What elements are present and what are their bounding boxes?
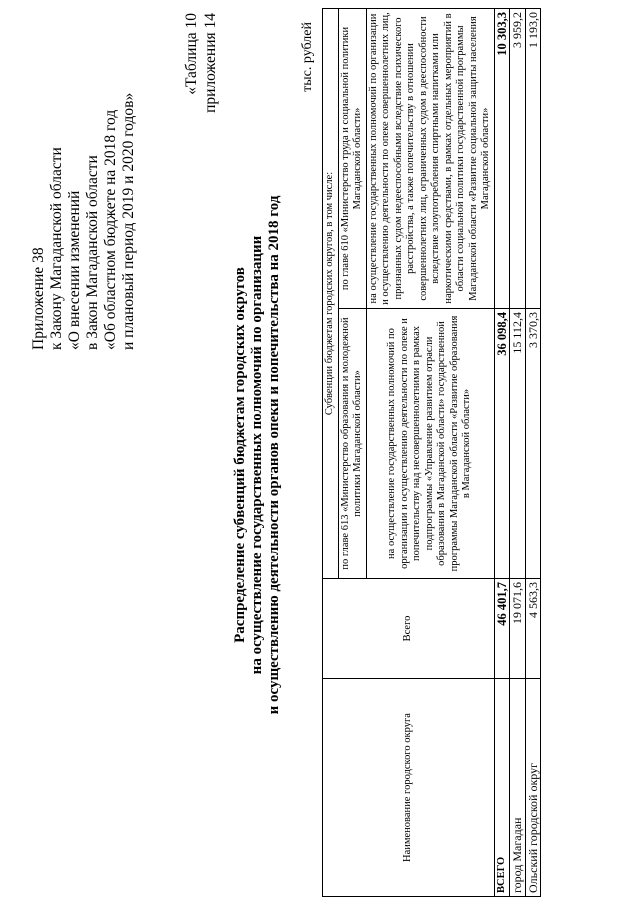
appendix-header [30,10,138,350]
table-reference-line: приложения 14 [202,13,219,113]
table-row [525,9,541,897]
table-row [510,9,526,897]
header-line: к Закону Магаданской области [48,147,65,350]
column-header-group: Субвенции бюджетам городских округов, в том числе: [323,9,339,579]
row-610: 10 303,3 [494,9,510,309]
title-line: на осуществление государственных полномочий по организации [249,235,265,675]
header-line: и плановый период 2019 и 2020 годов» [120,92,137,350]
column-description-610: на осуществление государственных полномочий по организации и осуществлению деятельности по опеке совершеннолетних лиц, признанных судом недееспособными вследствие психического расстройства, а также попечительству в отношении совершеннолетних лиц, ограниченных судом в дееспособности вследствие злоупотребления спиртными напитками или наркотическими средствами, в рамках отдельных мероприятий в области социальной политики государственной программы Магаданской области «Развитие социальной защиты населения Магаданской области» [366,9,494,309]
title-line: Распределение субвенций бюджетам городских округов [232,267,248,643]
units-label: тыс. рублей [300,22,315,92]
row-total: 46 401,7 [494,579,510,679]
column-header-total: Всего [323,579,495,679]
table-row-total [494,9,510,897]
row-name: Ольский городской округ [525,679,541,897]
title-line: и осуществлению деятельности органов опеки и попечительства на 2018 год [266,195,282,715]
header-line: Приложение 38 [30,247,47,350]
table-reference [182,13,220,205]
row-613: 3 370,3 [525,309,541,579]
row-610: 3 959,2 [510,9,526,309]
row-613: 36 098,4 [494,309,510,579]
header-row-group [323,9,339,897]
row-613: 15 112,4 [510,309,526,579]
column-description-613: на осуществление государственных полномочий по организации и осуществлению деятельности по опеке и попечительству над несовершеннолетними в рамках подпрограммы «Управление развитием отрасли образования в Магаданской области» государственной программы Магаданской области «Развитие образования в Магаданской области» [366,309,494,579]
row-610: 1 193,0 [525,9,541,309]
column-header-name: Наименование городского округа [323,679,495,897]
document-title [232,65,283,845]
header-line: в Закон Магаданской области [84,155,101,350]
subsidy-table [322,8,541,897]
header-line: «Об областном бюджете на 2018 год [102,109,119,350]
row-total: 19 071,6 [510,579,526,679]
header-line: «О внесении изменений [66,190,83,350]
row-name: город Магадан [510,679,526,897]
table-reference-line: «Таблица 10 [183,13,200,95]
column-header-613: по главе 613 «Министерство образования и молодежной политики Магаданской области» [338,309,366,579]
row-name: ВСЕГО [494,679,510,897]
row-total: 4 563,3 [525,579,541,679]
column-header-610: по главе 610 «Министерство труда и социальной политики Магаданской области» [338,9,366,309]
